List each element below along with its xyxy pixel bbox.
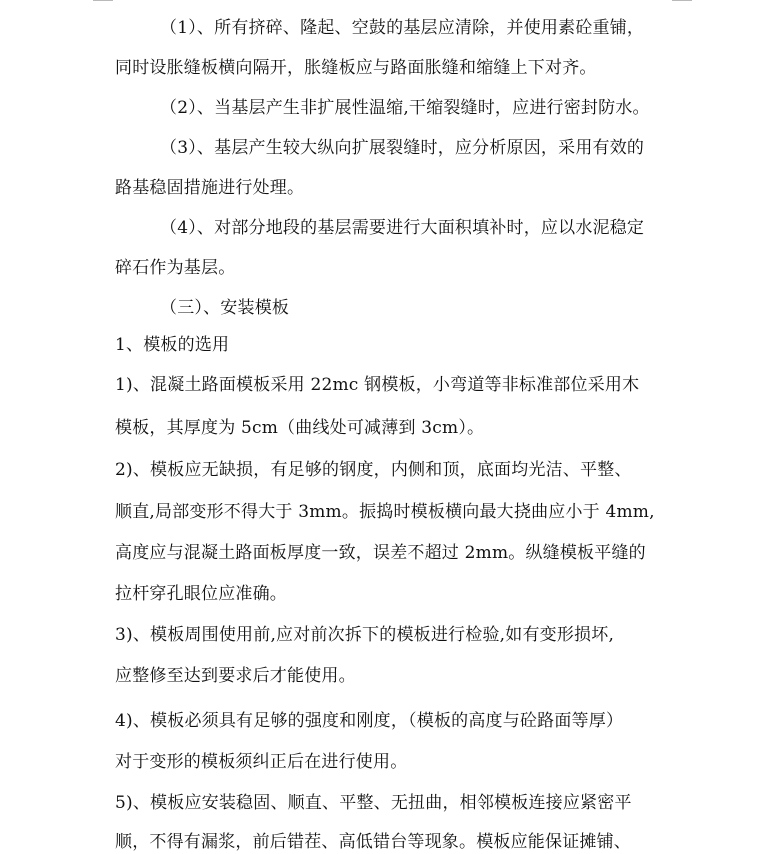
paragraph-line: 1)、混凝土路面模板采用 22mc 钢模板，小弯道等非标准部位采用木 — [115, 375, 640, 395]
section-heading: （三）、安装模板 — [160, 298, 290, 318]
paragraph-line: 应整修至达到要求后才能使用。 — [115, 666, 356, 686]
paragraph-line: 顺，不得有漏浆，前后错茬、高低错台等现象。模板应能保证摊铺、 — [115, 832, 631, 852]
paragraph-line: 模板，其厚度为 5cm（曲线处可减薄到 3cm）。 — [115, 418, 485, 438]
subsection-heading: 1、模板的选用 — [115, 335, 230, 355]
paragraph-line: 碎石作为基层。 — [115, 258, 236, 278]
paragraph-line: 5)、模板应安装稳固、顺直、平整、无扭曲，相邻模板连接应紧密平 — [115, 793, 632, 813]
page-corner-mark-right — [672, 0, 692, 3]
paragraph-line: 高度应与混凝土路面板厚度一致，误差不超过 2mm。纵缝模板平缝的 — [115, 543, 646, 563]
paragraph-line: 4)、模板必须具有足够的强度和刚度，（模板的高度与砼路面等厚） — [115, 711, 624, 731]
paragraph-line: （4）、对部分地段的基层需要进行大面积填补时，应以水泥稳定 — [160, 218, 645, 238]
paragraph-line: （3）、基层产生较大纵向扩展裂缝时，应分析原因，采用有效的 — [160, 138, 645, 158]
paragraph-line: 对于变形的模板须纠正后在进行使用。 — [115, 752, 408, 772]
paragraph-line: 3)、模板周围使用前,应对前次拆下的模板进行检验,如有变形损坏, — [115, 625, 615, 645]
paragraph-line: （1）、所有挤碎、隆起、空鼓的基层应清除，并使用素砼重铺， — [160, 18, 645, 38]
page-corner-mark-left — [93, 0, 113, 3]
paragraph-line: 路基稳固措施进行处理。 — [115, 178, 305, 198]
paragraph-line: 拉杆穿孔眼位应准确。 — [115, 584, 287, 604]
paragraph-line: 2)、模板应无缺损，有足够的钢度，内侧和顶，底面均光洁、平整、 — [115, 460, 632, 480]
paragraph-line: 顺直,局部变形不得大于 3mm。振捣时模板横向最大挠曲应小于 4mm, — [115, 502, 655, 522]
paragraph-line: 同时设胀缝板横向隔开，胀缝板应与路面胀缝和缩缝上下对齐。 — [115, 58, 597, 78]
paragraph-line: （2）、当基层产生非扩展性温缩,干缩裂缝时，应进行密封防水。 — [160, 98, 650, 118]
